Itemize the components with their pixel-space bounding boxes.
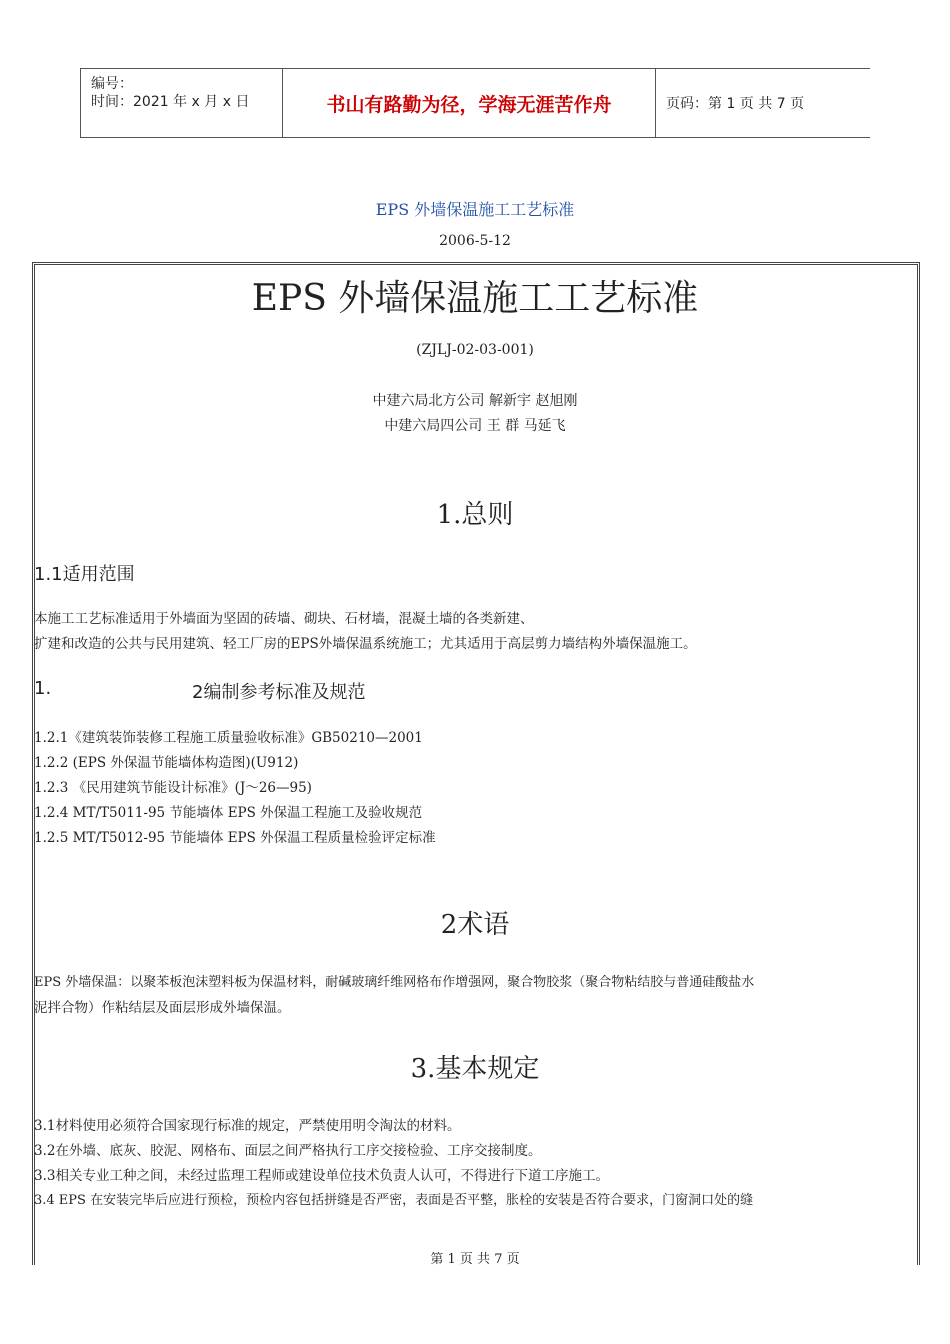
section-1-2-heading: 2编制参考标准及规范: [192, 682, 366, 703]
section-1-2-number: 1.: [34, 678, 52, 699]
section-1-1-text-line-2: 扩建和改造的公共与民用建筑、轻工厂房的EPS外墙保温系统施工；尤其适用于高层剪力墙结构外墙保温施工。: [34, 636, 697, 652]
page-header: [80, 68, 870, 138]
header-page-info: 页码：第 1 页 共 7 页: [666, 96, 805, 112]
reference-item: 1.2.4 MT/T5011-95 节能墙体 EPS 外保温工程施工及验收规范: [34, 805, 423, 821]
header-motto: 书山有路勤为径，学海无涯苦作舟: [282, 69, 656, 137]
document-code: (ZJLJ-02-03-001): [416, 342, 534, 358]
rule-item: 3.4 EPS 在安装完毕后应进行预检，预检内容包括拼缝是否严密，表面是否平整，胀栓的安装是否符合要求，门窗洞口处的缝: [34, 1193, 754, 1208]
reference-item: 1.2.3 《民用建筑节能设计标准》(J～26—95): [34, 780, 312, 796]
main-title: EPS 外墙保温施工工艺标准: [251, 278, 699, 319]
section-1-heading: 1.总则: [436, 500, 514, 530]
page-footer: 第 1 页 共 7 页: [430, 1252, 520, 1267]
authors-line-2: 中建六局四公司 王 群 马延飞: [384, 418, 566, 434]
section-1-1-text-line-1: 本施工工艺标准适用于外墙面为坚固的砖墙、砌块、石材墙，混凝土墙的各类新建、: [34, 611, 534, 627]
document-date: 2006-5-12: [439, 233, 511, 249]
number-label: 编号：: [91, 76, 133, 92]
reference-item: 1.2.2 (EPS 外保温节能墙体构造图)(U912): [34, 755, 299, 771]
time-label: 时间：2021 年 x 月 x 日: [91, 94, 250, 110]
section-3-heading: 3.基本规定: [410, 1054, 540, 1084]
section-1-1-heading: 1.1适用范围: [34, 564, 135, 585]
section-2-text-line-2: 泥拌合物）作粘结层及面层形成外墙保温。: [34, 1000, 291, 1016]
section-2-heading: 2术语: [440, 910, 510, 940]
document-link-title: EPS 外墙保温施工工艺标准: [375, 200, 575, 219]
reference-item: 1.2.1《建筑装饰装修工程施工质量验收标准》GB50210—2001: [34, 730, 423, 746]
rule-item: 3.2在外墙、底灰、胶泥、网格布、面层之间严格执行工序交接检验、工序交接制度。: [34, 1143, 542, 1159]
section-2-text-line-1: EPS 外墙保温：以聚苯板泡沫塑料板为保温材料，耐碱玻璃纤维网格布作增强网，聚合物胶浆（聚合物粘结胶与普通硅酸盐水: [34, 975, 755, 990]
rule-item: 3.1材料使用必须符合国家现行标准的规定，严禁使用明令淘汰的材料。: [34, 1118, 461, 1134]
rule-item: 3.3相关专业工种之间，未经过监理工程师或建设单位技术负责人认可，不得进行下道工序施工。: [34, 1168, 609, 1184]
header-meta-cell: [80, 69, 281, 137]
authors-line-1: 中建六局北方公司 解新宇 赵旭刚: [372, 393, 578, 409]
reference-item: 1.2.5 MT/T5012-95 节能墙体 EPS 外保温工程质量检验评定标准: [34, 830, 436, 846]
